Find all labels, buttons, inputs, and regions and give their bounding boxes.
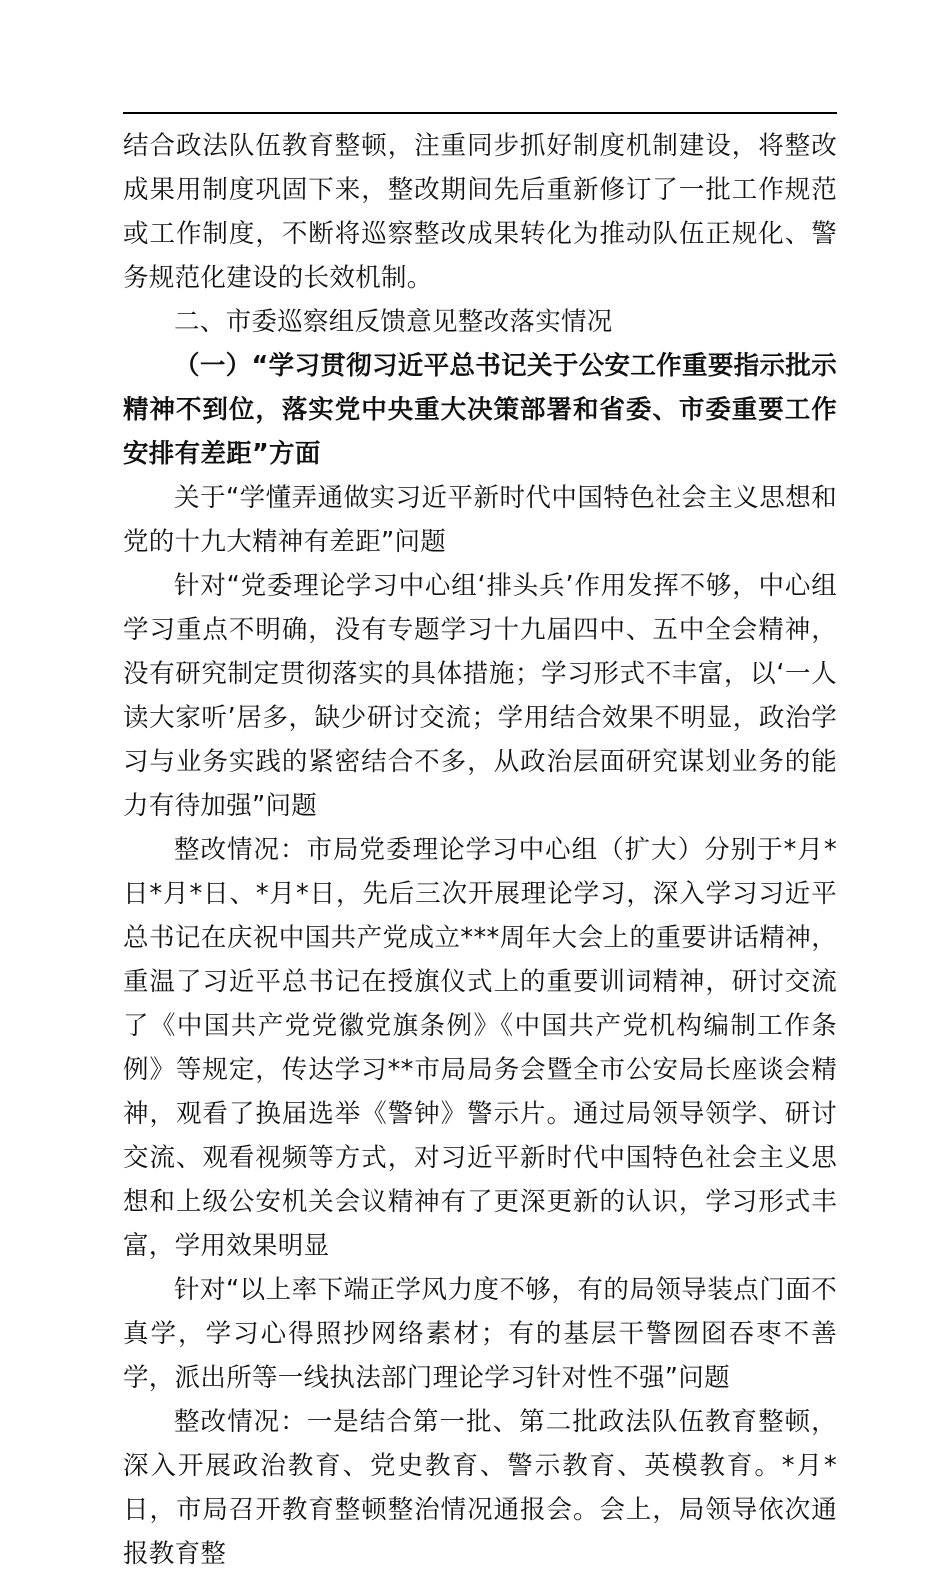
issue-description-1: 针对“党委理论学习中心组‘排头兵’作用发挥不够，中心组学习重点不明确，没有专题学习十九届四中、五中全会精神，没有研究制定贯彻落实的具体措施；学习形式不丰富，以‘一人读大家听’居多，缺少研讨交流；学用结合效果不明显，政治学习与业务实践的紧密结合不多，从政治层面研究谋划业务的能力有待加强”问题 [123, 571, 837, 821]
header-rule [123, 112, 837, 114]
rectification-status-1: 整改情况：市局党委理论学习中心组（扩大）分别于*月*日*月*日、*月*日，先后三次开展理论学习，深入学习习近平总书记在庆祝中国共产党成立***周年大会上的重要讲话精神，重温了习近平总书记在授旗仪式上的重要训词精神，研讨交流了《中国共产党党徽党旗条例》《中国共产党机构编制工作条例》等规定，传达学习**市局局务会暨全市公安局长座谈会精神，观看了换届选举《警钟》警示片。通过局领导领学、研讨交流、观看视频等方式，对习近平新时代中国特色社会主义思想和上级公安机关会议精神有了更深更新的认识，学习形式丰富，学用效果明显 [123, 835, 837, 1261]
rectification-status-2: 整改情况：一是结合第一批、第二批政法队伍教育整顿，深入开展政治教育、党史教育、警示教育、英模教育。*月*日，市局召开教育整顿整治情况通报会。会上，局领导依次通报教育整 [123, 1407, 837, 1569]
issue-description-2: 针对“以上率下端正学风力度不够，有的局领导装点门面不真学，学习心得照抄网络素材；有的基层干警囫囵吞枣不善学，派出所等一线执法部门理论学习针对性不强”问题 [123, 1275, 837, 1393]
paragraph-intro: 结合政法队伍教育整顿，注重同步抓好制度机制建设，将整改成果用制度巩固下来，整改期间先后重新修订了一批工作规范或工作制度，不断将巡察整改成果转化为推动队伍正规化、警务规范化建设的长效机制。 [123, 131, 837, 293]
document-body [123, 124, 837, 1576]
section-heading: 二、市委巡察组反馈意见整改落实情况 [174, 307, 613, 337]
issue-heading: 关于“学懂弄通做实习近平新时代中国特色社会主义思想和党的十九大精神有差距”问题 [123, 483, 837, 557]
subsection-heading: （一）“学习贯彻习近平总书记关于公安工作重要指示批示精神不到位，落实党中央重大决策部署和省委、市委重要工作安排有差距”方面 [123, 351, 837, 469]
